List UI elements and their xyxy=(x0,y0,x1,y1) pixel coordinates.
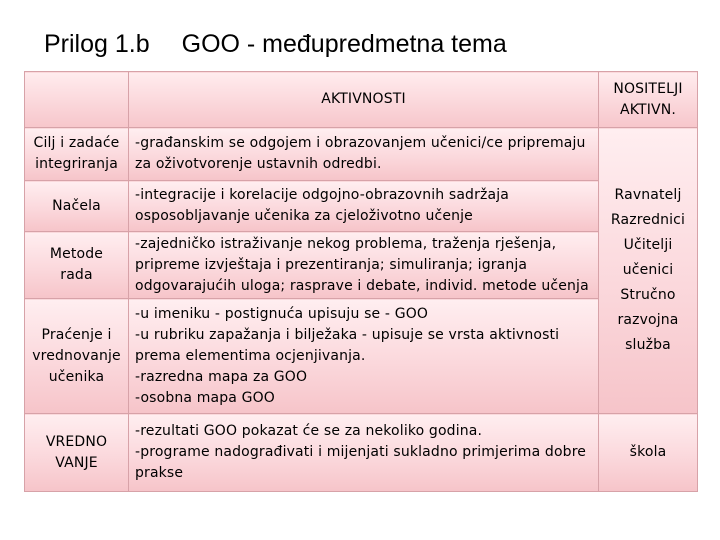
holder-sluzba: služba xyxy=(625,337,671,353)
row-principles-text-line1: -integracije i korelacije odgojno-obrazovnih sadržaja xyxy=(135,187,510,203)
row-assessment-text-line1: -u imeniku - postignuća upisuju se - GOO xyxy=(135,305,429,322)
holders-cell xyxy=(599,128,698,414)
row-assessment-text xyxy=(129,299,599,414)
row-goals-text-line1: -građanskim se odgojem i obrazovanjem učenici/ce pripremaju xyxy=(135,135,586,151)
row-assessment-text-line2: -u rubriku zapažanja i bilježaka - upisuje se vrsta aktivnosti xyxy=(135,326,560,343)
row-methods-text-line1: -zajedničko istraživanje nekog problema, traženja rješenja, xyxy=(135,235,557,252)
holder-ucenici: učenici xyxy=(622,262,674,278)
row-evaluation-text-line1: -rezultati GOO pokazat će se za nekoliko godina. xyxy=(135,423,483,439)
activities-table xyxy=(24,71,698,492)
row-principles-label-line1: Načela xyxy=(52,197,101,214)
row-methods-label-line2: rada xyxy=(60,267,93,283)
row-methods-text xyxy=(129,232,599,299)
row-assessment-label-line1: Praćenje i xyxy=(41,326,112,343)
holder-razvojna: razvojna xyxy=(617,312,679,328)
title-main: GOO - međupredmetna tema xyxy=(181,30,507,58)
row-goals-label-line1: Cilj i zadaće xyxy=(33,135,120,151)
row-evaluation-label-line2: VANJE xyxy=(55,454,98,471)
header-activities xyxy=(129,72,599,128)
row-goals-label xyxy=(25,128,129,181)
row-assessment-text-line5: -osobna mapa GOO xyxy=(135,389,275,406)
row-evaluation-text xyxy=(129,414,599,492)
row-evaluation-text-line3: prakse xyxy=(135,465,184,481)
row-assessment-text-line3: prema elementima ocjenjivanja. xyxy=(135,347,366,364)
row-methods-text-line3: odgovarajućih uloga; rasprave i debate, individ. metode učenja xyxy=(135,277,589,294)
row-evaluation-text-line2: -programe nadograđivati i mijenjati sukladno primjerima dobre xyxy=(135,444,587,460)
row-assessment-label xyxy=(25,299,129,414)
holder-ucitelji: Učitelji xyxy=(623,237,673,253)
holder-school-cell xyxy=(599,414,698,492)
row-principles-text-line2: osposobljavanje učenika za cjeloživotno učenje xyxy=(135,208,473,224)
row-methods-text-line2: pripreme izvještaja i prezentiranja; simuliranja; igranja xyxy=(135,256,528,273)
header-holders-line1: NOSITELJI xyxy=(613,80,683,97)
row-goals-text xyxy=(129,128,599,181)
header-holders xyxy=(599,72,698,128)
row-assessment-label-line3: učenika xyxy=(48,368,105,385)
holder-ravnatelj: Ravnatelj xyxy=(614,187,682,203)
row-goals-label-line2: integriranja xyxy=(35,156,118,172)
holder-razrednici: Razrednici xyxy=(610,212,686,228)
row-principles-text xyxy=(129,181,599,232)
row-methods-label-line1: Metode xyxy=(49,246,104,262)
row-goals-text-line2: za oživotvorenje ustavnih odredbi. xyxy=(135,156,382,172)
header-holders-line2: AKTIVN. xyxy=(620,101,676,118)
slide-title xyxy=(44,30,507,59)
row-assessment-label-line2: vrednovanje xyxy=(32,347,121,364)
row-principles-label xyxy=(25,181,129,232)
row-evaluation-label-line1: VREDNO xyxy=(45,433,108,450)
row-methods-label xyxy=(25,232,129,299)
header-empty-cell xyxy=(25,72,129,128)
row-assessment-text-line4: -razredna mapa za GOO xyxy=(135,368,308,385)
row-evaluation-label xyxy=(25,414,129,492)
holder-skola: škola xyxy=(629,444,667,460)
title-prefix: Prilog 1.b xyxy=(44,30,150,58)
header-activities-label: AKTIVNOSTI xyxy=(321,91,406,107)
holder-strucno: Stručno xyxy=(620,287,676,303)
